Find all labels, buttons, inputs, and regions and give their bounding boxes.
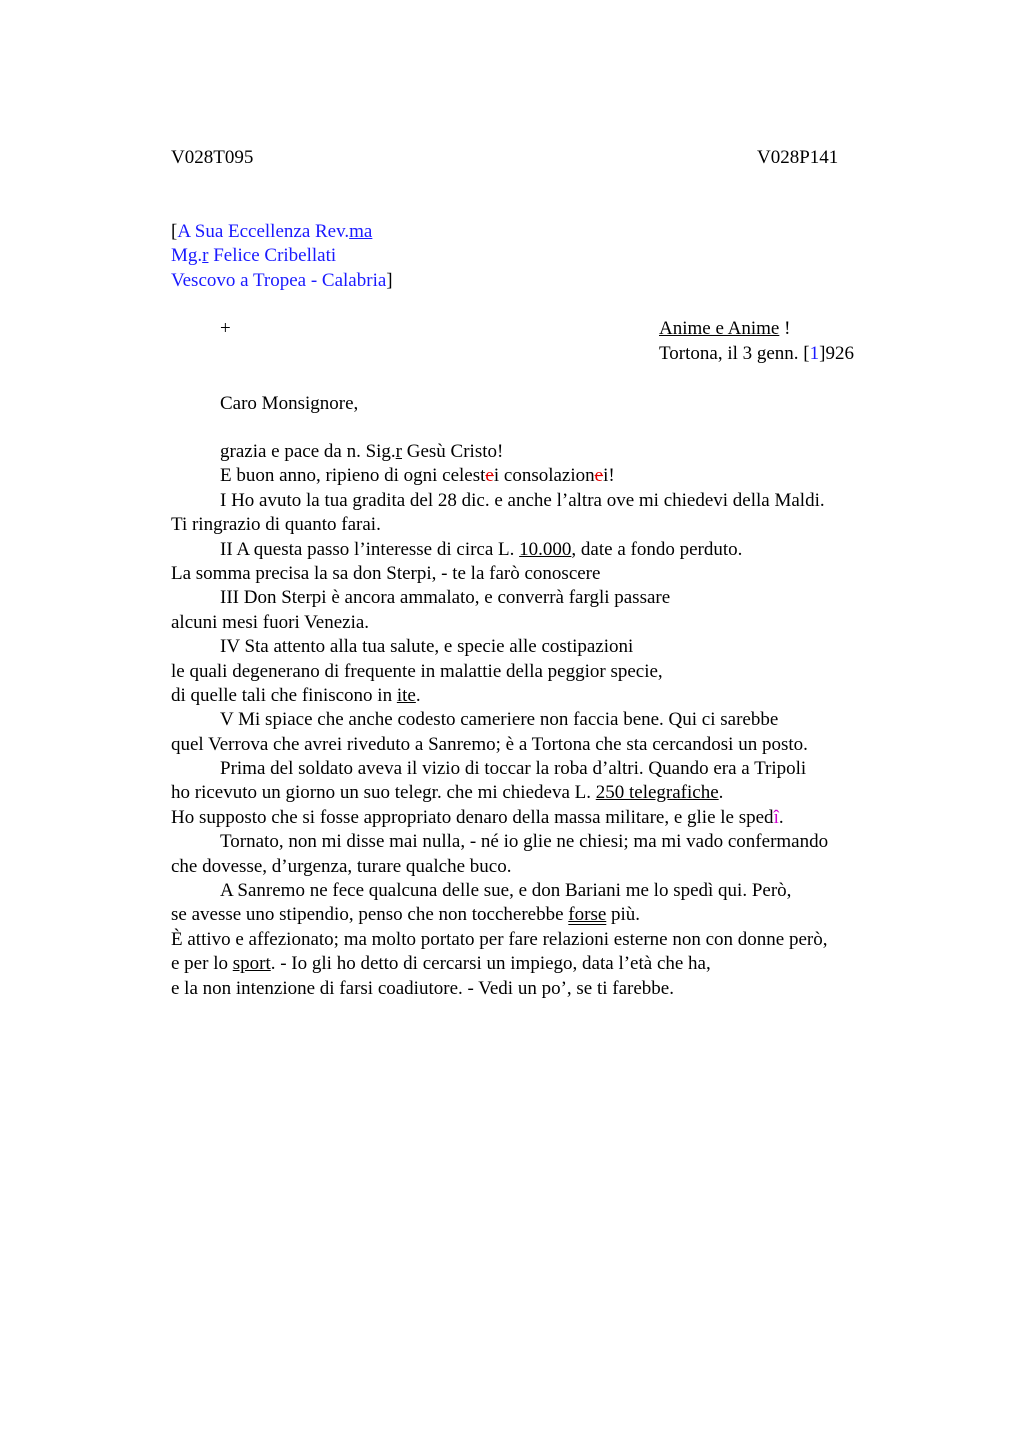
body-line: Prima del soldato aveva il vizio di toccar la roba d’altri. Quando era a Tripoli [220,758,807,780]
addressee-honorific: Mg. [171,245,203,266]
body-line: Tornato, non mi disse mai nulla, - né io glie ne chiesi; ma mi vado confermando [220,831,829,853]
motto-suffix: ! [779,318,791,339]
body-line: È attivo e affezionato; ma molto portato per fare relazioni esterne non con donne però, [171,928,828,950]
addressee-name: Felice Cribellati [208,245,337,266]
place-date-prefix: Tortona, il 3 genn. [ [659,343,810,364]
document-code-right: V028P141 [757,147,839,168]
deleted-letter: e [594,465,604,487]
body-line: I Ho avuto la tua gradita del 28 dic. e anche l’altra ove mi chiedevi della Maldi. [220,489,825,511]
body-line: II A questa passo l’interesse di circa L. 10.000, date a fondo perduto. [220,538,743,560]
body-line: e per lo sport. - Io gli ho detto di cercarsi un impiego, data l’età che ha, [171,953,711,975]
addressee-line-2 [171,244,336,268]
body-line: La somma precisa la sa don Sterpi, - te la farò conoscere [171,562,601,584]
letter-body [171,440,828,1001]
place-date-suffix: ]926 [819,343,854,364]
body-line: IV Sta attento alla tua salute, e specie alle costipazioni [220,636,634,658]
addressee-title-superscript: ma [349,221,373,242]
editorial-bracket-close: ] [386,270,393,291]
body-line: A Sanremo ne fece qualcuna delle sue, e don Bariani me lo spedì qui. Però, [220,880,792,902]
body-line: E buon anno, ripieno di ogni celestei consolazionei! [220,465,615,487]
addressee-line-1 [171,220,372,244]
body-line: grazia e pace da n. Sig.r Gesù Cristo! [220,441,504,462]
deleted-letter: e [485,465,494,487]
addressee-office: Vescovo a Tropea - Calabria [171,270,387,291]
place-date-editorial-digit: 1 [809,343,820,364]
addressee-title: A Sua Eccellenza Rev. [177,221,350,242]
place-date [659,342,854,366]
body-line: III Don Sterpi è ancora ammalato, e converrà fargli passare [220,587,671,609]
addressee-honorific-superscript: r [202,245,209,266]
body-line: se avesse uno stipendio, penso che non toccherebbe forse più. [171,904,641,926]
accented-letter: î [773,806,779,828]
body-line: V Mi spiace che anche codesto cameriere non faccia bene. Qui ci sarebbe [220,709,779,731]
body-line: e la non intenzione di farsi coadiutore. - Vedi un po’, se ti farebbe. [171,977,674,999]
body-line: che dovesse, d’urgenza, turare qualche buco. [171,855,512,877]
salutation: Caro Monsignore, [220,393,359,414]
body-line: di quelle tali che finiscono in ite. [171,684,421,706]
addressee-line-3 [171,269,393,293]
body-line: alcuni mesi fuori Venezia. [171,611,370,633]
document-code-left: V028T095 [171,147,254,168]
motto-text: Anime e Anime [659,318,780,339]
editorial-bracket-open: [ [171,221,178,242]
motto [659,317,790,341]
body-line: quel Verrova che avrei riveduto a Sanremo; è a Tortona che sta cercandosi un posto. [171,733,808,755]
body-line: le quali degenerano di frequente in malattie della peggior specie, [171,660,663,682]
body-line: Ti ringrazio di quanto farai. [171,514,381,536]
cross-symbol: + [220,318,231,339]
body-line: ho ricevuto un giorno un suo telegr. che mi chiedeva L. 250 telegrafiche. [171,782,724,804]
body-line: Ho supposto che si fosse appropriato denaro della massa militare, e glie le spedî. [171,806,784,828]
